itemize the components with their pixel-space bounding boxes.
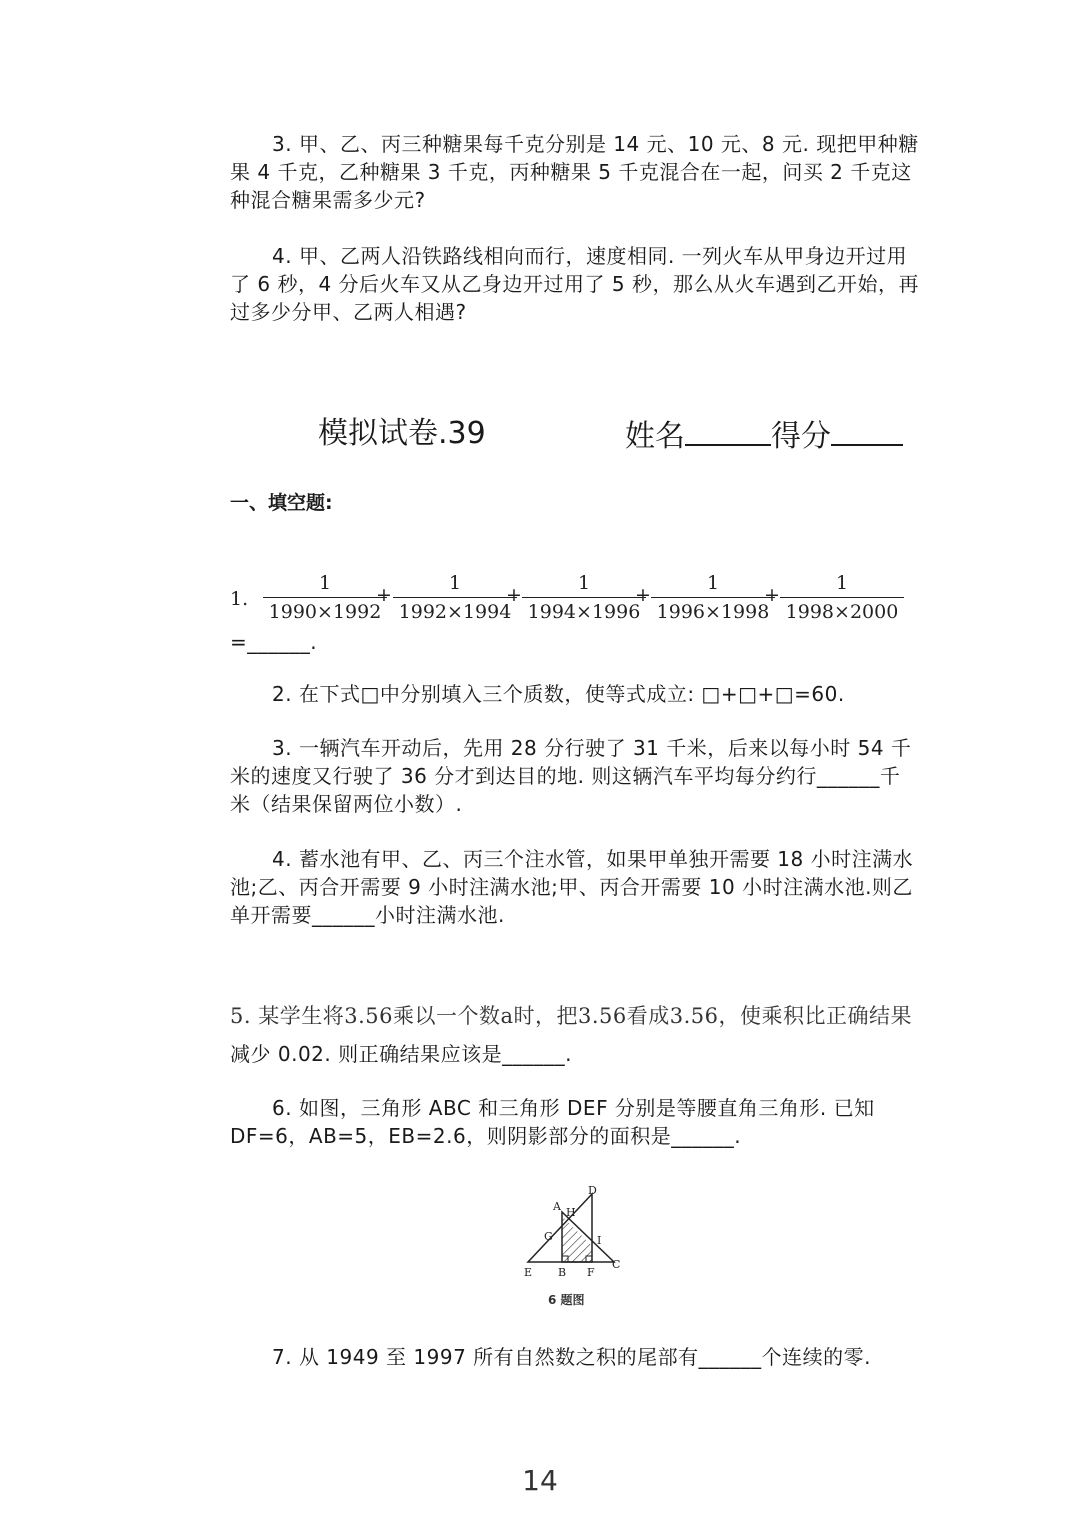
- label-h: H: [566, 1206, 576, 1219]
- fraction-denominator: 1996×1998: [656, 601, 770, 623]
- label-c: C: [612, 1258, 621, 1271]
- fraction-denominator: 1998×2000: [785, 601, 899, 623]
- shaded-region: [562, 1216, 592, 1262]
- fraction-1: [263, 570, 387, 624]
- question-5-line-1: 5. 某学生将3.56乘以一个数a时，把3.56看成3.56，使乘积比正确结果: [230, 1004, 913, 1028]
- question-7: 7. 从 1949 至 1997 所有自然数之积的尾部有______个连续的零.: [272, 1345, 872, 1369]
- fraction-bar: [780, 597, 904, 598]
- name-field: [625, 414, 903, 457]
- problem-4-text: 4. 甲、乙两人沿铁路线相向而行，速度相同. 一列火车从甲身边开过用了 6 秒，4 分后火车又从乙身边开过用了 5 秒，那么从火车遇到乙开始，再过多少分甲、乙两人相遇?: [230, 244, 919, 324]
- label-i: I: [597, 1234, 602, 1247]
- label-d: D: [588, 1184, 597, 1197]
- plus-sign: +: [506, 584, 522, 606]
- score-label: 得分: [771, 419, 831, 454]
- triangle-diagram: [518, 1180, 628, 1315]
- fraction-5: [780, 570, 904, 624]
- fraction-3: [522, 570, 646, 624]
- plus-sign: +: [635, 584, 651, 606]
- fraction-2: [393, 570, 517, 624]
- question-2: 2. 在下式□中分别填入三个质数，使等式成立: □+□+□=60.: [272, 682, 845, 706]
- fraction-4: [651, 570, 775, 624]
- plus-sign: +: [376, 584, 392, 606]
- label-e: E: [524, 1266, 533, 1279]
- figure-caption: 6 题图: [548, 1293, 585, 1307]
- page-number: 14: [522, 1464, 558, 1497]
- question-5-line-2: 减少 0.02. 则正确结果应该是______.: [230, 1042, 572, 1066]
- fraction-denominator: 1992×1994: [398, 601, 512, 623]
- fraction-denominator: 1994×1996: [527, 601, 641, 623]
- score-blank: [831, 414, 903, 446]
- problem-3-text: 3. 甲、乙、丙三种糖果每千克分别是 14 元、10 元、8 元. 现把甲种糖果 4 千克，乙种糖果 3 千克，丙种糖果 5 千克混合在一起，问买 2 千克这种混合糖果需多少元?: [230, 132, 919, 212]
- label-a: A: [553, 1200, 561, 1213]
- fraction-numerator: 1: [706, 572, 720, 594]
- question-3: 3. 一辆汽车开动后，先用 28 分行驶了 31 千米，后来以每小时 54 千米的速度又行驶了 36 分才到达目的地. 则这辆汽车平均每分约行______千米（结果保留两位小数）.: [230, 736, 912, 816]
- name-blank: [685, 414, 771, 446]
- fraction-numerator: 1: [318, 572, 332, 594]
- question-6: 6. 如图，三角形 ABC 和三角形 DEF 分别是等腰直角三角形. 已知 DF=6，AB=5，EB=2.6，则阴影部分的面积是______.: [230, 1096, 875, 1148]
- fraction-bar: [263, 597, 387, 598]
- fraction-bar: [522, 597, 646, 598]
- label-b: B: [558, 1266, 567, 1279]
- fraction-numerator: 1: [577, 572, 591, 594]
- plus-sign: +: [764, 584, 780, 606]
- fraction-numerator: 1: [835, 572, 849, 594]
- label-g: G: [544, 1230, 553, 1243]
- fraction-bar: [393, 597, 517, 598]
- fraction-denominator: 1990×1992: [268, 601, 382, 623]
- section-title: 一、填空题:: [230, 492, 333, 514]
- question-4: 4. 蓄水池有甲、乙、丙三个注水管，如果甲单独开需要 18 小时注满水池;乙、丙合开需要 9 小时注满水池;甲、丙合开需要 10 小时注满水池.则乙单开需要______小时注满水池.: [230, 847, 914, 927]
- triangle-figure: [518, 1180, 628, 1315]
- label-f: F: [587, 1266, 595, 1279]
- page-title: 模拟试卷.39: [318, 416, 486, 451]
- q1-number: 1.: [230, 588, 249, 610]
- name-label: 姓名: [625, 419, 685, 454]
- q1-answer-line: =______.: [230, 630, 318, 654]
- fraction-numerator: 1: [448, 572, 462, 594]
- fraction-bar: [651, 597, 775, 598]
